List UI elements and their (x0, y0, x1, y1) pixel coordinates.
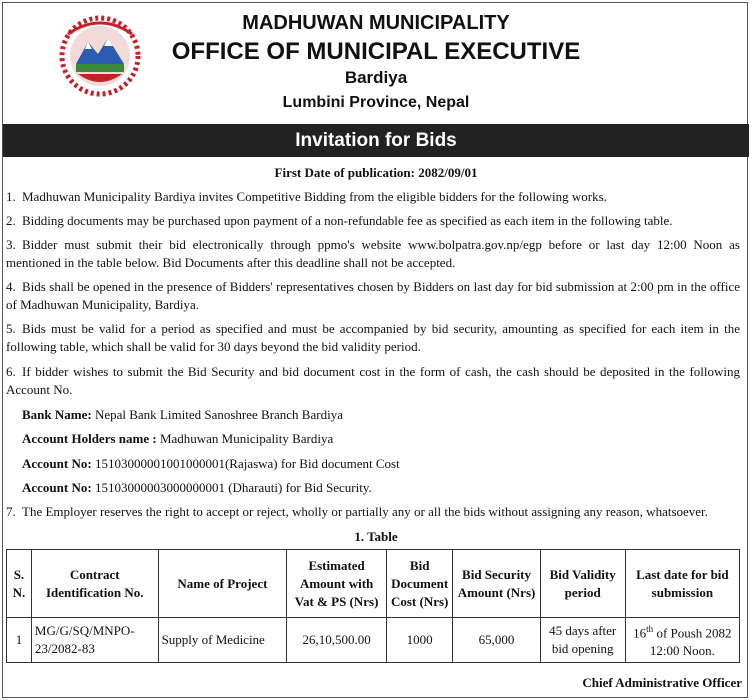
cell-estimate: 26,10,500.00 (287, 618, 387, 663)
account-number-security: Account No: 15103000003000000001 (Dharauti) for Bid Security. (22, 480, 372, 495)
clause-1: 1. Madhuwan Municipality Bardiya invites Competitive Bidding from the eligible bidders for the following works. (6, 189, 607, 204)
account-holder: Account Holders name : Madhuwan Municipality Bardiya (22, 431, 334, 446)
clause-6: 6. If bidder wishes to submit the Bid Security and bid document cost in the form of cash, the cash should be deposited in the following Account No. (6, 364, 740, 397)
cell-validity: 45 days after bid opening (540, 618, 625, 663)
table-title: 1. Table (354, 529, 398, 544)
signoff: Chief Administrative Officer (582, 675, 742, 690)
header-last-date: Last date for bid submission (625, 550, 739, 618)
account-number-document: Account No: 15103000001001000001(Rajaswa) for Bid document Cost (22, 456, 400, 471)
bids-table (6, 549, 740, 663)
table-row (7, 618, 740, 663)
cell-contract: MG/G/SQ/MNPO-23/2082-83 (31, 618, 158, 663)
header-estimate: Estimated Amount with Vat & PS (Nrs) (287, 550, 387, 618)
office-name: OFFICE OF MUNICIPAL EXECUTIVE (171, 38, 581, 65)
table-header-row (7, 550, 740, 618)
cell-project: Supply of Medicine (158, 618, 287, 663)
cell-sn: 1 (7, 618, 32, 663)
district-name: Bardiya (344, 68, 408, 87)
header-sn: S. N. (7, 550, 32, 618)
notice-title: Invitation for Bids (3, 124, 749, 157)
cell-last-date: 16th of Poush 2082 12:00 Noon. (625, 618, 739, 663)
publication-date: First Date of publication: 2082/09/01 (274, 165, 478, 180)
header (0, 0, 752, 120)
cell-security: 65,000 (453, 618, 540, 663)
clause-5: 5. Bids must be valid for a period as specified and must be accompanied by bid security, amounting as specified for each item in the following table, which shall be valid for 30 days beyond the bid validity period. (6, 321, 740, 354)
clause-3: 3. Bidder must submit their bid electronically through ppmo's website www.bolpatra.gov.np/egp before or last day 12:00 Noon as mentioned in the table below. Bid Documents after this deadline shall not be accepted. (6, 237, 740, 270)
clause-7: 7. The Employer reserves the right to accept or reject, wholly or partially any or all the bids without assigning any reason, whatsoever. (6, 504, 708, 519)
clause-4: 4. Bids shall be opened in the presence of Bidders' representatives chosen by Bidders on last day for bid submission at 2:00 pm in the office of Madhuwan Municipality, Bardiya. (6, 279, 740, 312)
cell-doc-cost: 1000 (386, 618, 452, 663)
header-project: Name of Project (158, 550, 287, 618)
header-validity: Bid Validity period (540, 550, 625, 618)
clause-2: 2. Bidding documents may be purchased upon payment of a non-refundable fee as specified as each item in the following table. (6, 213, 673, 228)
header-doc-cost: Bid Document Cost (Nrs) (386, 550, 452, 618)
municipality-name: MADHUWAN MUNICIPALITY (242, 12, 510, 34)
header-contract: Contract Identification No. (31, 550, 158, 618)
header-security: Bid Security Amount (Nrs) (453, 550, 540, 618)
bank-name: Bank Name: Nepal Bank Limited Sanoshree Branch Bardiya (22, 407, 343, 422)
province-name: Lumbini Province, Nepal (282, 94, 470, 111)
